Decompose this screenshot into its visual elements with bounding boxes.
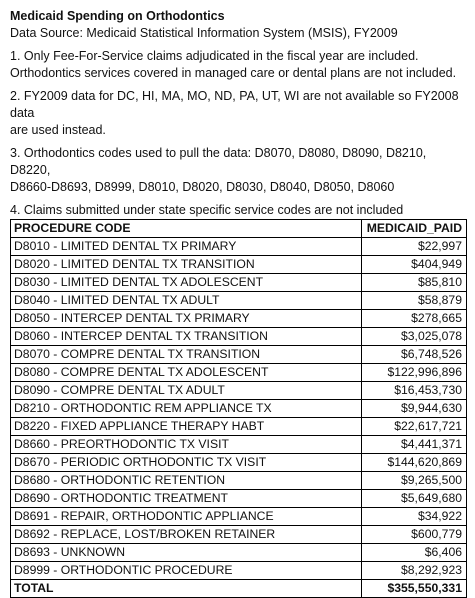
medicaid-paid-cell: $8,292,923 <box>362 562 467 580</box>
table-row <box>11 238 467 256</box>
table-row <box>11 508 467 526</box>
table-row <box>11 436 467 454</box>
procedure-code-cell: D8690 - ORTHODONTIC TREATMENT <box>11 490 362 508</box>
medicaid-paid-cell: $9,944,630 <box>362 400 467 418</box>
table-row <box>11 400 467 418</box>
procedure-code-cell: D8660 - PREORTHODONTIC TX VISIT <box>11 436 362 454</box>
note-1-line-1: 1. Only Fee-For-Service claims adjudicated in the fiscal year are included. <box>10 49 419 63</box>
medicaid-paid-cell: $6,748,526 <box>362 346 467 364</box>
medicaid-paid-cell: $58,879 <box>362 292 467 310</box>
medicaid-paid-cell: $3,025,078 <box>362 328 467 346</box>
table-header-row <box>11 220 467 238</box>
table-row <box>11 364 467 382</box>
table-row <box>11 544 467 562</box>
data-source: Data Source: Medicaid Statistical Information System (MSIS), FY2009 <box>10 26 398 40</box>
medicaid-paid-cell: $278,665 <box>362 310 467 328</box>
table-row <box>11 454 467 472</box>
procedure-code-cell: D8691 - REPAIR, ORTHODONTIC APPLIANCE <box>11 508 362 526</box>
procedure-code-cell: D8680 - ORTHODONTIC RETENTION <box>11 472 362 490</box>
header-procedure-code: PROCEDURE CODE <box>11 220 362 238</box>
table-row <box>11 562 467 580</box>
notes <box>10 48 467 219</box>
procedure-code-cell: D8090 - COMPRE DENTAL TX ADULT <box>11 382 362 400</box>
medicaid-paid-cell: $4,441,371 <box>362 436 467 454</box>
table-row <box>11 472 467 490</box>
procedure-code-cell: D8070 - COMPRE DENTAL TX TRANSITION <box>11 346 362 364</box>
procedure-code-cell: D8020 - LIMITED DENTAL TX TRANSITION <box>11 256 362 274</box>
procedure-code-cell: D8060 - INTERCEP DENTAL TX TRANSITION <box>11 328 362 346</box>
note-3-line-1: 3. Orthodontics codes used to pull the data: D8070, D8080, D8090, D8210, D8220, <box>10 146 427 177</box>
medicaid-paid-cell: $144,620,869 <box>362 454 467 472</box>
table-row <box>11 418 467 436</box>
table-row <box>11 346 467 364</box>
table-row <box>11 490 467 508</box>
note-2 <box>10 88 467 139</box>
note-4 <box>10 202 467 219</box>
medicaid-paid-cell: $122,996,896 <box>362 364 467 382</box>
procedure-code-cell: D8210 - ORTHODONTIC REM APPLIANCE TX <box>11 400 362 418</box>
medicaid-paid-cell: $22,617,721 <box>362 418 467 436</box>
procedure-code-cell: D8220 - FIXED APPLIANCE THERAPY HABT <box>11 418 362 436</box>
note-2-line-2: are used instead. <box>10 123 106 137</box>
table-total-row <box>11 580 467 598</box>
medicaid-paid-cell: $9,265,500 <box>362 472 467 490</box>
total-value: $355,550,331 <box>362 580 467 598</box>
table-row <box>11 274 467 292</box>
procedure-code-cell: D8030 - LIMITED DENTAL TX ADOLESCENT <box>11 274 362 292</box>
medicaid-paid-cell: $22,997 <box>362 238 467 256</box>
medicaid-paid-cell: $85,810 <box>362 274 467 292</box>
note-1-line-2: Orthodontics services covered in managed care or dental plans are not included. <box>10 66 457 80</box>
table-row <box>11 310 467 328</box>
spending-table <box>10 219 467 598</box>
table-row <box>11 292 467 310</box>
table-row <box>11 382 467 400</box>
note-4-line-1: 4. Claims submitted under state specific service codes are not included <box>10 203 404 217</box>
medicaid-paid-cell: $34,922 <box>362 508 467 526</box>
note-1 <box>10 48 467 82</box>
medicaid-paid-cell: $5,649,680 <box>362 490 467 508</box>
note-3-line-2: D8660-D8693, D8999, D8010, D8020, D8030, D8040, D8050, D8060 <box>10 180 395 194</box>
procedure-code-cell: D8692 - REPLACE, LOST/BROKEN RETAINER <box>11 526 362 544</box>
table-row <box>11 328 467 346</box>
procedure-code-cell: D8050 - INTERCEP DENTAL TX PRIMARY <box>11 310 362 328</box>
procedure-code-cell: D8080 - COMPRE DENTAL TX ADOLESCENT <box>11 364 362 382</box>
table-row <box>11 526 467 544</box>
procedure-code-cell: D8010 - LIMITED DENTAL TX PRIMARY <box>11 238 362 256</box>
medicaid-paid-cell: $404,949 <box>362 256 467 274</box>
medicaid-paid-cell: $600,779 <box>362 526 467 544</box>
procedure-code-cell: D8040 - LIMITED DENTAL TX ADULT <box>11 292 362 310</box>
procedure-code-cell: D8693 - UNKNOWN <box>11 544 362 562</box>
procedure-code-cell: D8670 - PERIODIC ORTHODONTIC TX VISIT <box>11 454 362 472</box>
procedure-code-cell: D8999 - ORTHODONTIC PROCEDURE <box>11 562 362 580</box>
document-title: Medicaid Spending on Orthodontics <box>10 9 225 23</box>
header-medicaid-paid: MEDICAID_PAID <box>362 220 467 238</box>
table-row <box>11 256 467 274</box>
medicaid-paid-cell: $6,406 <box>362 544 467 562</box>
note-2-line-1: 2. FY2009 data for DC, HI, MA, MO, ND, PA, UT, WI are not available so FY2008 data <box>10 89 459 120</box>
note-3 <box>10 145 467 196</box>
medicaid-paid-cell: $16,453,730 <box>362 382 467 400</box>
total-label: TOTAL <box>11 580 362 598</box>
